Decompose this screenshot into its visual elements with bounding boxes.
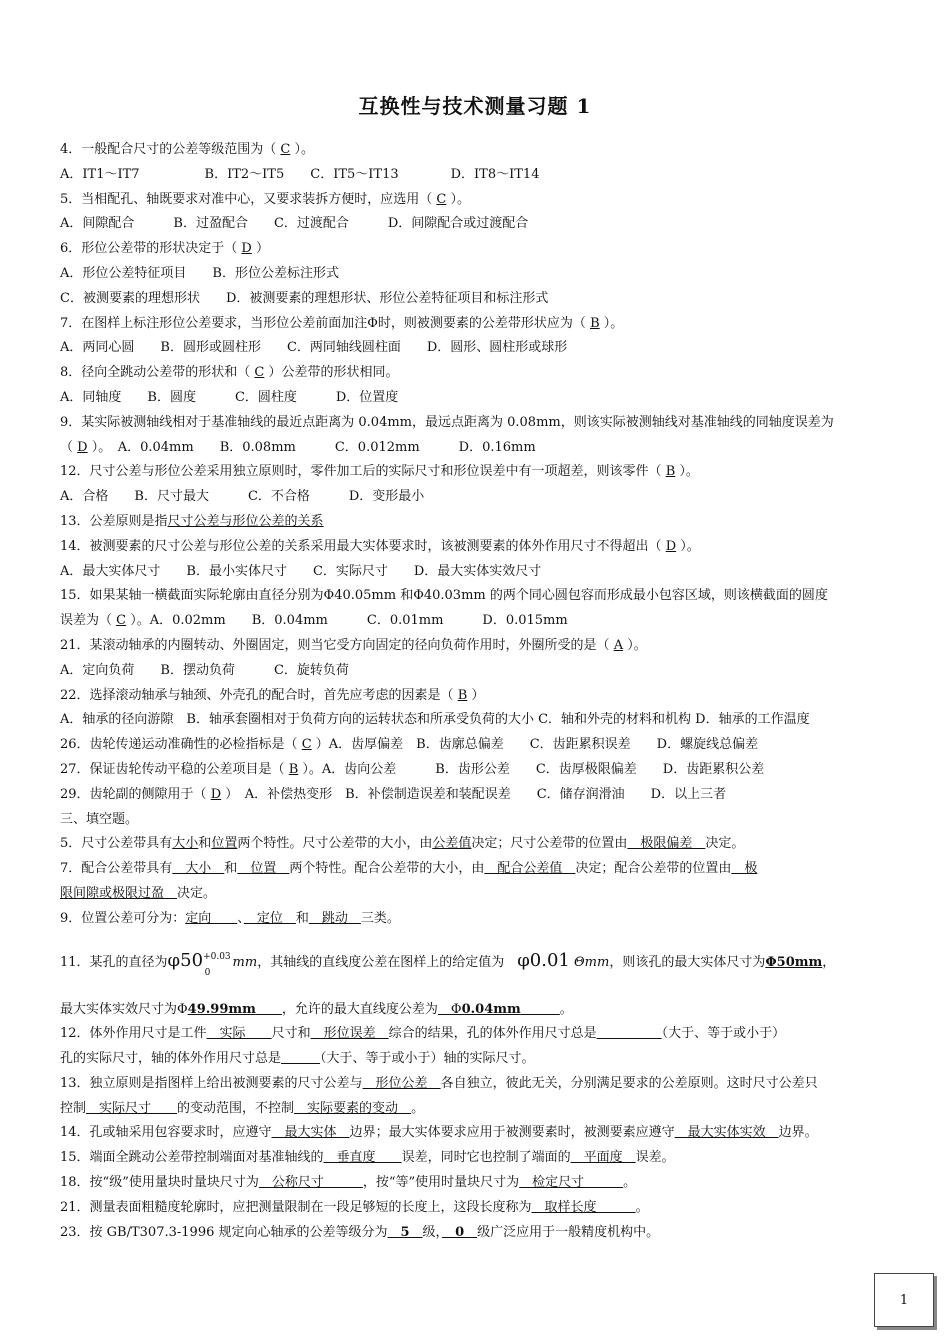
blank: 0.04mm <box>461 1001 521 1017</box>
exercise-body <box>60 138 890 1245</box>
blank: 定向 <box>185 910 238 926</box>
blank: 实际尺寸 <box>86 1100 178 1116</box>
fill-13-cont: 控制 实际尺寸 的变动范围，不控制 实际要素的变动 。 <box>60 1100 425 1116</box>
answer: 尺寸公差与形位公差的关系 <box>167 513 324 529</box>
answer: D <box>77 439 88 455</box>
question-26: 26．齿轮传递运动准确性的必检指标是（ C ）A．齿厚偏差 B．齿廓总偏差 C．齿距累积误差 D．螺旋线总偏差 <box>60 737 759 753</box>
answer: B <box>288 761 299 777</box>
fill-5: 5．尺寸公差带具有大小和位置两个特性。尺寸公差带的大小，由公差值决定；尺寸公差带的位置由 极限偏差 决定。 <box>60 836 745 852</box>
question-12: 12．尺寸公差与形位公差采用独立原则时，零件加工后的实际尺寸和形位误差中有一项超差，则该零件（ B ）。 <box>60 464 699 480</box>
blank: 跳动 <box>308 910 361 926</box>
options-6a: A．形位公差特征项目 B．形位公差标注形式 <box>60 265 339 281</box>
blank: 极限偏差 <box>627 836 706 852</box>
options-15: 误差为（ C ）。A．0.02mm B．0.04mm C．0.01mm D．0.015mm <box>60 613 568 629</box>
blank: 平面度 <box>570 1150 636 1166</box>
answer: D <box>665 538 677 554</box>
question-15: 15．如果某轴一横截面实际轮廓由直径分别为Φ40.05mm 和Φ40.03mm 的两个同心圆包容而形成最小包容区域，则该横截面的圆度 <box>60 588 828 604</box>
fill-13: 13．独立原则是指图样上给出被测要素的尺寸公差与 形位公差 各自独立，彼此无关，分别满足要求的公差原则。这时尺寸公差只 <box>60 1075 818 1091</box>
options-6b: C．被测要素的理想形状 D．被测要素的理想形状、形位公差特征项目和标注形式 <box>60 290 549 306</box>
options-8: A．同轴度 B．圆度 C．圆柱度 D．位置度 <box>60 389 399 405</box>
blank: 大小 <box>172 861 225 877</box>
page-number: 1 <box>874 1273 934 1327</box>
question-5: 5．当相配孔、轴既要求对准中心，又要求装拆方便时，应选用（ C ）。 <box>60 191 470 207</box>
options-7: A．两同心圆 B．圆形或圆柱形 C．两同轴线圆柱面 D．圆形、圆柱形或球形 <box>60 340 568 356</box>
blank: 定位 <box>243 910 296 926</box>
options-12: A．合格 B．尺寸最大 C．不合格 D．变形最小 <box>60 489 425 505</box>
blank: 实际 <box>206 1026 272 1042</box>
options-14: A．最大实体尺寸 B．最小实体尺寸 C．实际尺寸 D．最大实体实效尺寸 <box>60 563 542 579</box>
fill-14: 14．孔或轴采用包容要求时，应遵守 最大实体 边界；最大实体要求应用于被测要素时，被测要素应遵守 最大实体实效 边界。 <box>60 1125 818 1141</box>
blank: 形位误差 <box>310 1026 389 1042</box>
answer: C <box>436 191 447 207</box>
question-14: 14．被测要素的尺寸公差与形位公差的关系采用最大实体要求时，该被测要素的体外作用尺寸不得超出（ D ）。 <box>60 538 700 554</box>
options-9: （ D ）。 A．0.04mm B．0.08mm C．0.012mm D．0.16mm <box>60 439 536 455</box>
upper-deviation: +0.03 <box>203 951 231 962</box>
answer: C <box>116 613 127 629</box>
answer: B <box>665 464 676 480</box>
question-22: 22．选择滚动轴承与轴颈、外壳孔的配合时，首先应考虑的因素是（ B ） <box>60 687 485 703</box>
fill-11-cont: 最大实体实效尺寸为Φ49.99mm ，允许的最大直线度公差为 Φ0.04mm 。 <box>60 1001 573 1017</box>
blank: 形位公差 <box>362 1075 441 1091</box>
blank: 0 <box>442 1224 478 1240</box>
options-5: A．间隙配合 B．过盈配合 C．过渡配合 D．间隙配合或过渡配合 <box>60 216 529 232</box>
options-4: A．IT1～IT7 B．IT2～IT5 C．IT5～IT13 D．IT8～IT14 <box>60 166 540 182</box>
answer: B <box>590 315 600 331</box>
blank: 位置 <box>211 836 238 852</box>
blank: 实际要素的变动 <box>294 1100 412 1116</box>
answer: C <box>280 142 291 157</box>
blank: 限间隙或极限过盈 <box>60 885 165 901</box>
blank: 最大实体实效 <box>674 1125 779 1141</box>
blank: 检定尺寸 <box>519 1175 624 1191</box>
lower-deviation: 0 <box>204 967 211 978</box>
question-21: 21．某滚动轴承的内圈转动、外圈固定，则当它受方向固定的径向负荷作用时，外圈所受的是（ A ）。 <box>60 637 647 653</box>
fill-9: 9．位置公差可分为：定向 、 定位 和 跳动 三类。 <box>60 910 400 926</box>
answer: C <box>301 737 312 753</box>
blank <box>597 1026 662 1041</box>
straightness-formula: φ0.01 <box>517 949 570 971</box>
question-8: 8．径向全跳动公差带的形状和（ C ）公差带的形状相同。 <box>60 365 399 381</box>
blank: 49.99mm <box>187 1001 256 1017</box>
options-21: A．定向负荷 B．摆动负荷 C．旋转负荷 <box>60 662 349 678</box>
section-heading-fill-in: 三、填空题。 <box>60 811 139 827</box>
answer: D <box>210 786 222 802</box>
fill-11: 11．某孔的直径为φ50+0.030 mm，其轴线的直线度公差在图样上的给定值为 φ0.01 Θmm，则该孔的最大实体尺寸为Φ50mm， <box>60 932 890 998</box>
blank: 公称尺寸 <box>258 1175 363 1191</box>
blank: 5 <box>387 1224 423 1240</box>
diameter-formula: φ50 <box>167 949 204 971</box>
blank: 最大实体 <box>271 1125 350 1141</box>
fill-12: 12．体外作用尺寸是工件 实际 尺寸和 形位误差 综合的结果，孔的体外作用尺寸总是 （大于、等于或小于） <box>60 1026 786 1042</box>
fill-18: 18．按“级”使用量块时量块尺寸为 公称尺寸 ，按“等”使用时量块尺寸为 检定尺寸 。 <box>60 1175 637 1191</box>
question-4: 4．一般配合尺寸的公差等级范围为（ C ）。 <box>60 142 314 157</box>
options-22: A．轴承的径向游隙 B．轴承套圈相对于负荷方向的运转状态和所承受负荷的大小 C．轴和外壳的材料和机构 D．轴承的工作温度 <box>60 712 810 728</box>
blank: Φ50mm <box>765 954 823 970</box>
answer: B <box>457 687 468 703</box>
answer: D <box>241 241 252 257</box>
fill-15: 15．端面全跳动公差带控制端面对基准轴线的 垂直度 误差，同时它也控制了端面的 平面度 误差。 <box>60 1150 675 1166</box>
blank: 大小 <box>172 836 199 852</box>
question-7: 7．在图样上标注形位公差要求，当形位公差前面加注Φ时，则被测要素的公差带形状应为（ B ）。 <box>60 315 624 331</box>
blank: 垂直度 <box>323 1150 402 1166</box>
blank: 取样长度 <box>531 1199 636 1215</box>
fill-23: 23．按 GB/T307.3-1996 规定向心轴承的公差等级分为 5 级， 0 级广泛应用于一般精度机构中。 <box>60 1224 660 1240</box>
answer: C <box>254 365 265 381</box>
blank: 极 <box>731 861 758 877</box>
blank: 公差值 <box>432 836 472 852</box>
blank <box>281 1051 320 1066</box>
question-29: 29．齿轮副的侧隙用于（ D ） A．补偿热变形 B．补偿制造误差和装配误差 C．储存润滑油 D．以上三者 <box>60 786 727 802</box>
fill-21: 21．测量表面粗糙度轮廓时，应把测量限制在一段足够短的长度上，这段长度称为 取样长度 。 <box>60 1199 649 1215</box>
fill-12-cont: 孔的实际尺寸，轴的体外作用尺寸总是 （大于、等于或小于）轴的实际尺寸。 <box>60 1051 535 1067</box>
answer: A <box>613 637 624 653</box>
question-13: 13．公差原则是指尺寸公差与形位公差的关系 <box>60 513 324 529</box>
fill-7-cont: 限间隙或极限过盈 决定。 <box>60 885 217 901</box>
fill-7: 7．配合公差带具有 大小 和 位置 两个特性。配合公差带的大小，由 配合公差值 决定；配合公差带的位置由 极 <box>60 861 758 877</box>
page-title: 互换性与技术测量习题 1 <box>358 94 592 118</box>
blank: 配合公差值 <box>484 861 576 877</box>
question-6: 6．形位公差带的形状决定于（ D ） <box>60 241 269 257</box>
question-9: 9．某实际被测轴线相对于基准轴线的最近点距离为 0.04mm，最远点距离为 0.08mm，则该实际被测轴线对基准轴线的同轴度误差为 <box>60 414 834 430</box>
question-27: 27．保证齿轮传动平稳的公差项目是（ B ）。A．齿向公差 B．齿形公差 C．齿厚极限偏差 D．齿距累积公差 <box>60 761 765 777</box>
blank: 位置 <box>237 861 290 877</box>
